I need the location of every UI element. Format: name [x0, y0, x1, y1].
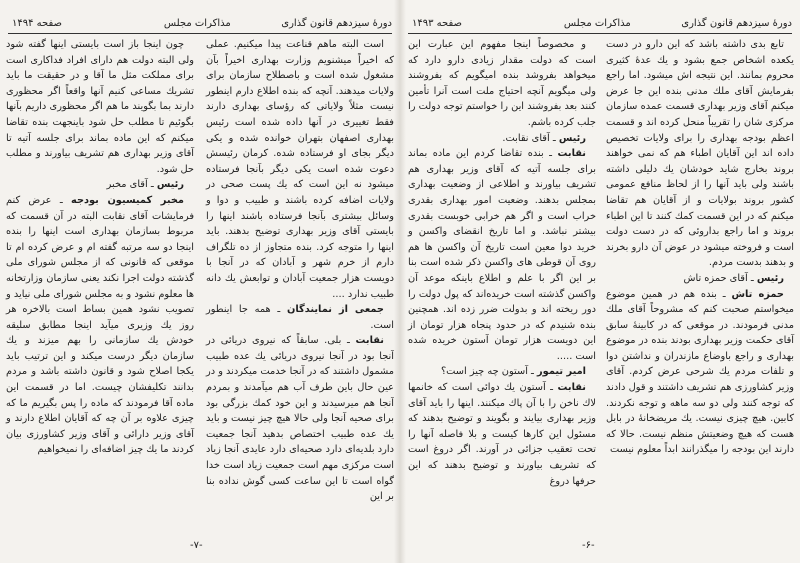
paragraph-text: بنده تقاضا کردم این ماده بماند برای جلسه آتیه که آقای وزیر بهداری هم تشریف بیاورند و اطلاعی از وضعیت بهداری بمجلس بدهند. وضعیت امور بهداری بقدری خراب است و اگر هم خرابی خوبست بقدری بیشتر نباشد. و اما تاریخ انقضای واکسن و خرید دوا معین است تاریخ آن واکسن ها هم روی آن قوطی های واکسن ذکر شده است بنا بر این اگر با علم و اطلاع باینکه موعد آن واکسن گذشته است خریده‌اند که پول دولت را دور ریخته اند و بدولت ضرر زده اند. همچنین بنده شنیدم که در حدود پنجاه هزار تومان از این دویست هزار تومان آستون خریده شده است .....: [408, 148, 596, 362]
speaker-name: امیر تیمور: [537, 366, 586, 378]
proceedings-title: مذاکرات مجلس: [163, 18, 231, 29]
speaker-name: نقابت: [557, 148, 586, 160]
paragraph-text: آقای مخبر: [106, 179, 148, 191]
paragraph-text: بنده هم در همین موضوع میخواستم صحبت کنم که مشروحاً آقای ملك مدنی فرمودند. در موقعی که در کابینهٔ سابق آقای حکمت وزیر بهداری بودند بنده در موضوع بهداری و راجع باوضاع مازندران و نداشتن دوا و تلفات مردم یك شرحی عرض کردم. آقای وزیر کشاورزی هم تشریف داشتند و قول دادند که توجه کنند ولی دو سه ماهه و توجه نکردند. کابین. هیچ چیزی نیست. یك مریضخانهٔ در بابل هست که هیچ وضعیتش منظم نیست. حالا که دارند این بودجه را میگذرانند ابداً معلوم نیست: [606, 288, 794, 456]
session-label: دورهٔ سیزدهم قانون گذاری: [281, 18, 392, 29]
page-footer-number: -۷-: [190, 540, 203, 551]
paragraph-text: و مخصوصاً اینجا مفهوم این عبارت این است که دولت مقدار زیادی دارو دارد که میخواهد بفروشد بنده امیگویم که بفروشند ولی میگویم آنچه احتیاج ملت است آنرا تأمین کنند بعد بفروشند این را خواستم توجه دولت را جلب کرده باشم.: [408, 39, 596, 128]
paragraph-text: است البته ماهم قناعت پیدا میکنیم. عملی که اخیراً میشنویم وزارت بهداری اخیراً بآن مشغول شده است و باصطلاح سازمان برای ولایات میدهند. آنچه که بنده اطلاع دارم اینطور نیست مثلاً ولایاتی که رؤسای بهداری دارند فقط تغییری در آنها داده شده است رئیس بهداری اصفهان بتهران خوانده شده و یکی دیگر بجای او فرستاده شده. کرمان رئیسش دعوت شده است یکی دیگر بآنجا فرستاده میشود نه این است که یك پست صحی در ولایات اضافه کرده باشند و طبیب و دوا و وسائل بیشتری بآنجا فرستاده باشند اینها را بایستی آقای وزیر بهداری توضیح بدهند. باید اینها را متوجه کرد. بنده متجاوز از ده تلگراف دارم از خرم شهر و آبادان که در آنجا با دویست هزار جمعیت آبادان و توابعش یك دانه طبیب ندارد ....: [206, 39, 394, 300]
speaker-paragraph: نقابت ـ بلی. سابقاً که نیروی دریائی در آنجا بود در آنجا نیروی دریائی یك عده طبیب مشمول داشتند که در آنجا خدمت میکردند و در عین حال باین طرف آب هم میآمدند و بمردم آنجا هم میرسیدند و این خود کمك بزرگی بود برای صحیه آنجا ولی حالا هیچ چیز نیست و باید یك عده طبیب اختصاص بدهید آنجا جمعیت دارد بلدیه‌ای دارد صحیه‌ای دارد عایدی آنجا زیاد است مرکزی مهم است جمعیت زیاد است خدا گواه است تا این ساعت کسی گوش نداده بنا بر این: [205, 335, 394, 503]
paragraph-text: همه جا اینطور است.: [206, 304, 394, 331]
page-number-header: صفحه ۱۴۹۴: [12, 18, 63, 29]
speaker-paragraph: نقابت ـ بنده تقاضا کردم این ماده بماند برای جلسه آتیه که آقای وزیر بهداری هم تشریف بیاورند و اطلاعی از وضعیت بهداری بمجلس بدهند. وضعیت امور بهداری بقدری خراب است و اگر هم خرابی خوبست بقدری بیشتر نباشد. و اما تاریخ انقضای واکسن و خرید دوا معین است تاریخ آن واکسن ها هم روی آن قوطی های واکسن ذکر شده است بنا بر این اگر با علم و اطلاع باینکه موعد آن واکسن گذشته است خریده‌اند که پول دولت را دور ریخته اند و بدولت ضرر زده اند. همچنین بنده شنیدم که در حدود پنجاه هزار تومان از این دویست هزار تومان آستون خریده شده است .....: [408, 148, 596, 362]
paragraph-text: آستون چه چیز است؟: [440, 366, 528, 378]
speaker-paragraph: رئیس ـ آقای حمزه تاش: [683, 272, 784, 284]
speaker-name: حمزه تاش: [731, 288, 784, 300]
speaker-paragraph: مخبر کمیسیون بودجه ـ عرض کنم فرمایشات آقای نقابت البته در آن قسمت که مربوط بسازمان بهداری است اینها را بنده اینجا دو سه مرتبه گفته ام و عرض کرده ام تا موقعی که قانونی که از مجلس شورای ملی گذشته دولت اجرا نکند یعنی سازمان وزارتخانه ها معلوم نشود و به مجلس شورای ملی نیاید و تصویب نشود همین بساط است بالاخره هر روز یك وزیری میآید اینجا مطابق سلیقه خودش یك سازمانی را بهم میزند و یك سازمان دیگر درست میکند و این ترتیب باید یکجا اصلاح شود و قانون داشته باشد و مردم بدانند تکلیفشان چیست. اما در قسمت این ماده آقا فرمودند که ماده را پس بگیریم ما که چیزی علاوه بر آن چه که آقایان اطلاع دارند و آقای وزیر دارائی و آقای وزیر کشاورزی بیان کردند ما یك چیز اضافه‌ای را نمیخواهیم: [6, 194, 194, 456]
speaker-paragraph: حمزه تاش ـ بنده هم در همین موضوع میخواستم صحبت کنم که مشروحاً آقای ملك مدنی فرمودند. در موقعی که در کابینهٔ سابق آقای حکمت وزیر بهداری بودند بنده در موضوع بهداری و راجع باوضاع مازندران و نداشتن دوا و تلفات مردم یك شرحی عرض کردم. آقای وزیر کشاورزی هم تشریف داشتند و قول دادند که توجه کنند ولی دو سه ماهه و توجه نکردند. کابین. هیچ چیزی نیست. یك مریضخانهٔ در بابل هست که هیچ وضعیتش منظم نیست. حالا که دارند این بودجه را میگذرانند ابداً معلوم نیست: [606, 288, 794, 456]
speaker-name: نقابت: [557, 382, 586, 394]
speaker-paragraph: نقابت ـ آستون یك دوائی است که خانمها لاك ناخن را با آن پاك میکنند. اینها را باید آقای وزیر بهداری بیایند و بگویند و توضیح بدهند که مسئول این کارها کیست و بلا فاصله آنها را تحت تعقیب جزائی در آورند. اگر دروغ است که تشریف بیاورند و توضیح بدهند که این حرفها دروغ: [408, 382, 596, 487]
speaker-paragraph: رئیس ـ آقای نقابت.: [502, 132, 586, 144]
paragraph: [6, 37, 194, 177]
text-column: [408, 37, 596, 489]
paragraph-text: عرض کنم فرمایشات آقای نقابت البته در آن قسمت که مربوط بسازمان بهداری است اینها را بنده اینجا دو سه مرتبه گفته ام و عرض کرده ام تا موقعی که قانونی که از مجلس شورای ملی گذشته دولت اجرا نکند یعنی سازمان وزارتخانه ها معلوم نشود و به مجلس شورای ملی نیاید و تصویب نشود همین بساط است بالاخره هر روز یك وزیری میآید اینجا مطابق سلیقه خودش یك سازمانی را بهم میزند و یك سازمان دیگر درست میکند و این ترتیب باید یکجا اصلاح شود و قانون داشته باشد و مردم بدانند تکلیفشان چیست. اما در قسمت این ماده آقا فرمودند که ماده را پس بگیریم ما که چیزی علاوه بر آن چه که آقایان اطلاع دارند و آقای وزیر دارائی و آقای وزیر کشاورزی بیان کردند ما یك چیز اضافه‌ای را نمیخواهیم: [6, 194, 194, 456]
speaker-name: رئیس: [756, 272, 784, 284]
paragraph-text: بلی. سابقاً که نیروی دریائی در آنجا بود در آنجا نیروی دریائی یك عده طبیب مشمول داشتند که در آنجا خدمت میکردند و در عین حال باین طرف آب هم میآمدند و بمردم آنجا هم میرسیدند و این خود کمك بزرگی بود برای صحیه آنجا ولی حالا هیچ چیز نیست و باید یك عده طبیب اختصاص بدهید آنجا جمعیت دارد بلدیه‌ای دارد صحیه‌ای دارد عایدی آنجا زیاد است مرکزی مهم است جمعیت زیاد است خدا گواه است تا این ساعت کسی گوش نداده بنا بر این: [205, 335, 394, 503]
page-header: [408, 17, 792, 34]
paragraph: [408, 37, 596, 131]
speaker-name: رئیس: [558, 132, 586, 144]
speaker-name: مخبر کمیسیون بودجه: [71, 194, 184, 206]
paragraph-text: آستون یك دوائی است که خانمها لاك ناخن را با آن پاك میکنند. اینها را باید آقای وزیر بهداری بیایند و بگویند و توضیح بدهند که مسئول این کارها کیست و بلا فاصله آنها را تحت تعقیب جزائی در آورند. اگر دروغ است که تشریف بیاورند و توضیح بدهند که این حرفها دروغ: [408, 382, 596, 487]
page-right: [400, 0, 800, 563]
proceedings-title: مذاکرات مجلس: [563, 18, 631, 29]
speaker-name: جمعی از نمایندگان: [286, 304, 384, 316]
paragraph-text: چون اینجا باز است بایستی اینها گفته شود ولی البته دولت هم دارای افراد فداکاری است برای مملکت مثل ما آقا و در حقیقت ما باید تشریك مساعی کنیم آنها واقعاً اگر محظوری دارند بما بگویند ما هم اگر محظوری داریم بآنها بگوئیم تا مطلب حل شود باینجهت بنده تقاضا میکنم که این ماده بماند برای جلسه آتیه تا آقای وزیر بهداری هم تشریف بیاورند و مطلب حل شود.: [6, 39, 194, 175]
page-footer-number: -۶-: [582, 540, 595, 551]
page-header: [8, 17, 392, 34]
speaker-paragraph: رئیس ـ آقای مخبر: [106, 179, 184, 191]
paragraph-text: تابع بدی داشته باشد که این دارو در دست یکعده اشخاص جمع بشود و یك عدهٔ کثیری محروم بمانند. این نتیجه اش میشود. اما راجع بفرمایش آقای ملك مدنی بنده این جا عرض میکنم آقای وزیر بهداری قسمت عمده سازمان مرکزی شان را تقریباً منحل کرده اند و قسمت اعظم بودجه بهداری را برای ولایات تخصیص داده اند این آقایان اطباء هم که نمی خواهند بروند بخارج شاید خودشان یك دلیلی داشته باشند ولی باید آنها را از لحاظ منافع عمومی کشور بروند بولایات و از آقایان هم تقاضا میکنم که در این قسمت کمك کنند تا این اطباء بروند و اما راجع بداروئی که در دست دولت است و فروخته میشود در عوض آن دارو بخرند و بدهند بدست مردم.: [606, 39, 794, 269]
paragraph: [606, 37, 794, 271]
text-column: [606, 37, 794, 458]
book-gutter: [394, 0, 406, 563]
paragraph-text: آقای نقابت.: [502, 132, 550, 144]
page-number-header: صفحه ۱۴۹۳: [412, 18, 463, 29]
speaker-paragraph: امیر تیمور ـ آستون چه چیز است؟: [440, 366, 586, 378]
speaker-name: نقابت: [355, 335, 384, 347]
paragraph: [206, 37, 394, 302]
speaker-paragraph: جمعی از نمایندگان ـ همه جا اینطور است.: [206, 304, 394, 331]
text-column: [206, 37, 394, 505]
speaker-name: رئیس: [156, 179, 184, 191]
session-label: دورهٔ سیزدهم قانون گذاری: [681, 18, 792, 29]
text-column: [6, 37, 194, 458]
paragraph-text: آقای حمزه تاش: [683, 272, 748, 284]
